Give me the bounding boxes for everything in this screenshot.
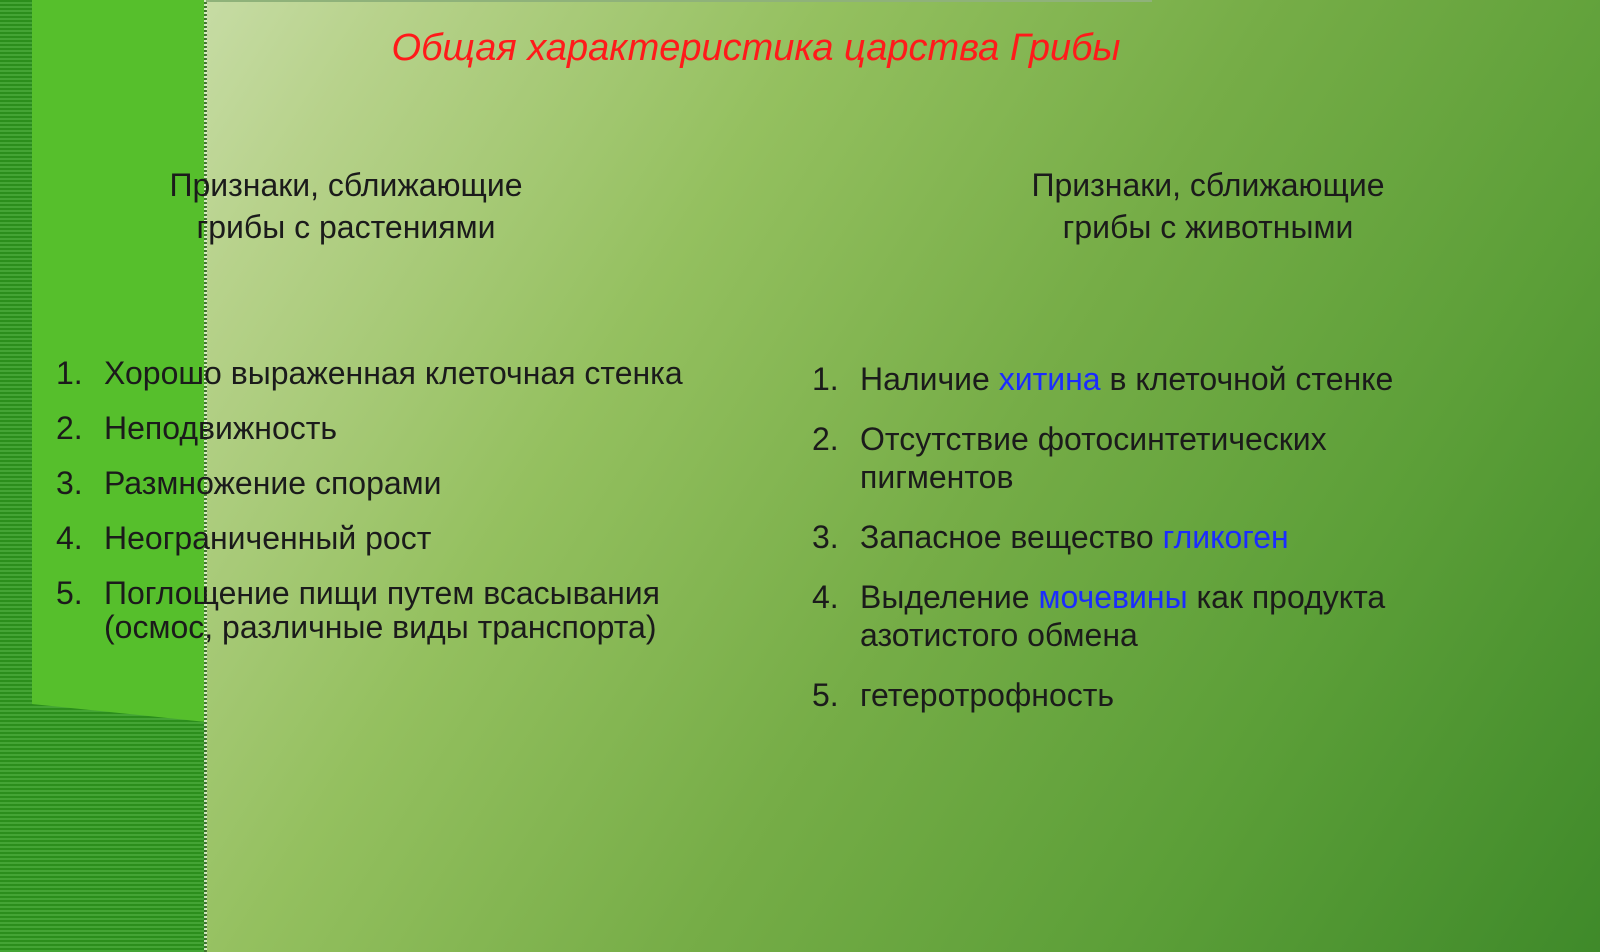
item-text: Хорошо выраженная клеточная стенка: [104, 355, 683, 391]
item-text-line2: пигментов: [860, 459, 1014, 495]
item-number: 1.: [812, 361, 839, 397]
list-item: [812, 676, 1492, 714]
item-text: Неподвижность: [104, 410, 338, 446]
item-highlight: хитина: [998, 361, 1101, 397]
item-text-line2: (осмос, различные виды транспорта): [104, 609, 657, 645]
item-text-after: в клеточной стенке: [1100, 361, 1394, 397]
item-text-line1: Отсутствие фотосинтетических: [860, 421, 1327, 457]
item-number: 5.: [56, 575, 83, 611]
list-item: [56, 521, 756, 555]
item-text-before: Запасное вещество: [860, 519, 1163, 555]
list-item: [56, 466, 756, 500]
plant-traits-list: [56, 356, 756, 665]
slide-title: Общая характеристика царства Грибы: [391, 27, 1121, 69]
item-number: 2.: [56, 410, 83, 446]
item-highlight: мочевины: [1038, 579, 1188, 615]
item-number: 3.: [812, 519, 839, 555]
list-item: [56, 576, 756, 644]
list-item: [812, 518, 1492, 556]
item-text-before: Выделение: [860, 579, 1039, 615]
item-text-line1: Поглощение пищи путем всасывания: [104, 575, 660, 611]
item-number: 5.: [812, 677, 839, 713]
left-heading-line2: грибы с растениями: [196, 209, 496, 245]
right-heading-line1: Признаки, сближающие: [1031, 167, 1385, 203]
item-number: 2.: [812, 421, 839, 457]
list-item: [56, 356, 756, 390]
item-text-line1: [860, 578, 1492, 616]
item-text: гетеротрофность: [860, 677, 1115, 713]
right-column-heading: [948, 164, 1468, 248]
item-number: 1.: [56, 355, 83, 391]
item-number: 3.: [56, 465, 83, 501]
animal-traits-list: [812, 360, 1492, 736]
item-number: 4.: [812, 579, 839, 615]
left-column-heading: [86, 164, 606, 248]
item-number: 4.: [56, 520, 83, 556]
list-item: [56, 411, 756, 445]
list-item: [812, 578, 1492, 654]
list-item: [812, 360, 1492, 398]
list-item: [812, 420, 1492, 496]
item-text-after: как продукта: [1187, 579, 1386, 615]
item-highlight: гликоген: [1162, 519, 1289, 555]
left-heading-line1: Признаки, сближающие: [169, 167, 523, 203]
item-text: Неограниченный рост: [104, 520, 432, 556]
item-text-line2: азотистого обмена: [860, 617, 1138, 653]
item-text-before: Наличие: [860, 361, 999, 397]
item-text: Размножение спорами: [104, 465, 442, 501]
decor-top-line: [206, 0, 1152, 2]
right-heading-line2: грибы с животными: [1062, 209, 1354, 245]
